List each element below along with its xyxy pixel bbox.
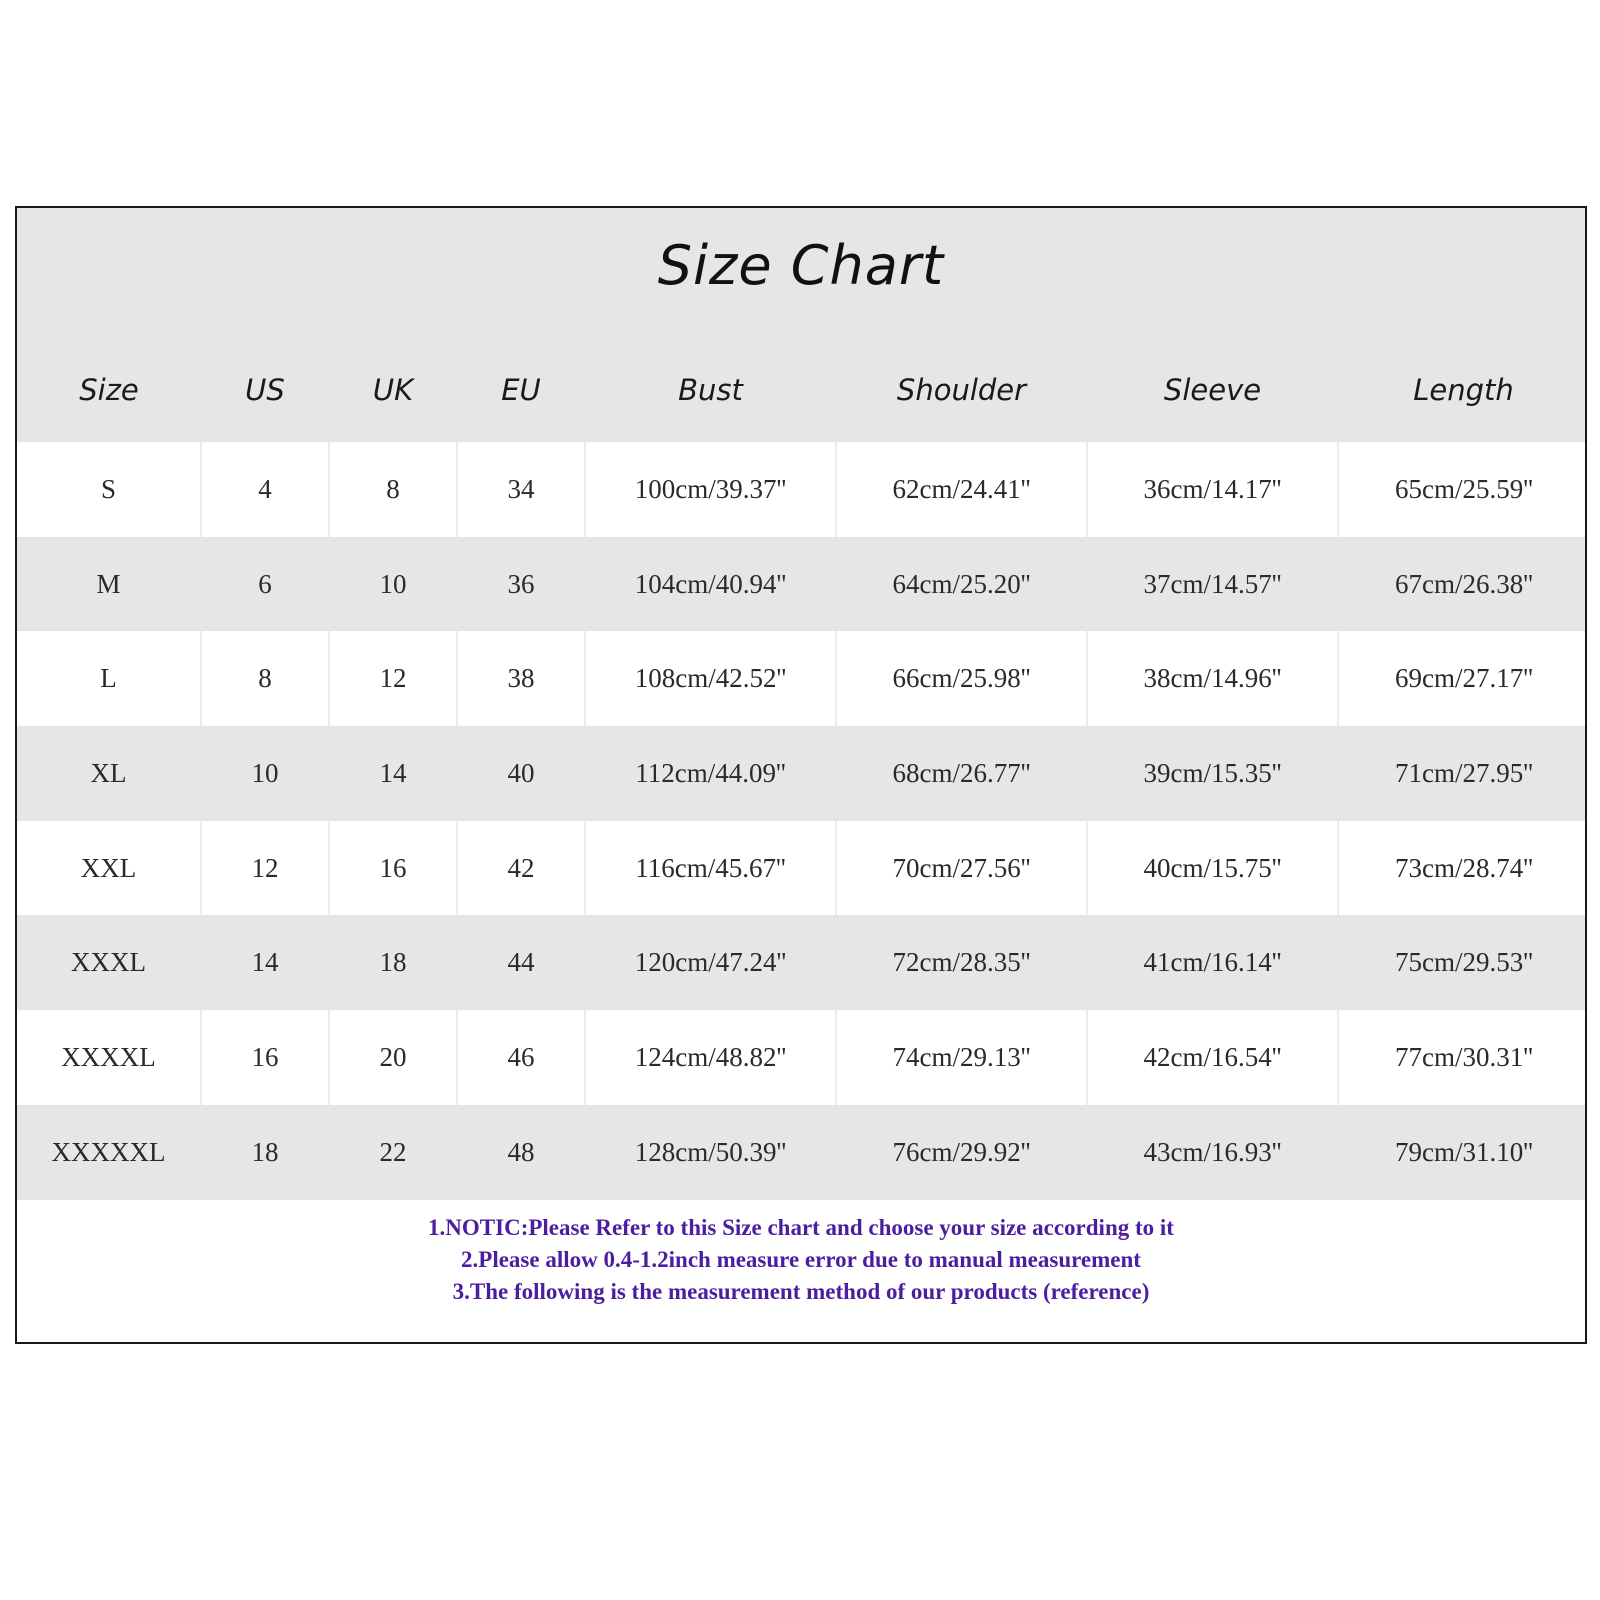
- cell-eu: 42: [457, 821, 585, 916]
- cell-sleeve: 36cm/14.17'': [1087, 442, 1338, 537]
- cell-eu: 36: [457, 537, 585, 632]
- cell-us: 6: [201, 537, 329, 632]
- size-chart-frame: [15, 206, 1587, 1344]
- column-header-shoulder: Shoulder: [896, 373, 1027, 407]
- cell-uk: 8: [329, 442, 457, 537]
- cell-size: XXXXXL: [17, 1105, 201, 1200]
- column-header-length: Length: [1413, 373, 1514, 407]
- cell-length: 75cm/29.53'': [1338, 915, 1587, 1010]
- cell-uk: 20: [329, 1010, 457, 1105]
- cell-size: S: [17, 442, 201, 537]
- cell-uk: 14: [329, 726, 457, 821]
- cell-shoulder: 70cm/27.56'': [836, 821, 1087, 916]
- cell-shoulder: 76cm/29.92'': [836, 1105, 1087, 1200]
- column-header-us: US: [245, 373, 285, 407]
- size-table: [17, 338, 1587, 1200]
- cell-length: 77cm/30.31'': [1338, 1010, 1587, 1105]
- cell-us: 12: [201, 821, 329, 916]
- cell-eu: 40: [457, 726, 585, 821]
- cell-us: 14: [201, 915, 329, 1010]
- cell-uk: 16: [329, 821, 457, 916]
- cell-eu: 34: [457, 442, 585, 537]
- table-row: [17, 1010, 1587, 1105]
- table-row: [17, 821, 1587, 916]
- column-header-eu: EU: [501, 373, 541, 407]
- header-row: [17, 338, 1587, 442]
- cell-length: 69cm/27.17'': [1338, 631, 1587, 726]
- cell-eu: 48: [457, 1105, 585, 1200]
- table-row: [17, 631, 1587, 726]
- column-header-bust: Bust: [678, 373, 743, 407]
- cell-sleeve: 42cm/16.54'': [1087, 1010, 1338, 1105]
- cell-sleeve: 39cm/15.35'': [1087, 726, 1338, 821]
- cell-bust: 120cm/47.24'': [585, 915, 836, 1010]
- cell-shoulder: 74cm/29.13'': [836, 1010, 1087, 1105]
- cell-sleeve: 38cm/14.96'': [1087, 631, 1338, 726]
- cell-size: XXXL: [17, 915, 201, 1010]
- cell-us: 8: [201, 631, 329, 726]
- cell-length: 79cm/31.10'': [1338, 1105, 1587, 1200]
- cell-bust: 112cm/44.09'': [585, 726, 836, 821]
- column-header-uk: UK: [372, 373, 414, 407]
- cell-length: 67cm/26.38'': [1338, 537, 1587, 632]
- cell-eu: 38: [457, 631, 585, 726]
- cell-shoulder: 64cm/25.20'': [836, 537, 1087, 632]
- cell-size: M: [17, 537, 201, 632]
- column-header-sleeve: Sleeve: [1163, 373, 1262, 407]
- cell-shoulder: 68cm/26.77'': [836, 726, 1087, 821]
- cell-sleeve: 40cm/15.75'': [1087, 821, 1338, 916]
- table-body: [17, 442, 1587, 1200]
- chart-title: Size Chart: [657, 234, 945, 297]
- note-line: 2.Please allow 0.4-1.2inch measure error due to manual measurement: [461, 1247, 1141, 1272]
- cell-bust: 124cm/48.82'': [585, 1010, 836, 1105]
- note-line: 1.NOTIC:Please Refer to this Size chart and choose your size according to it: [428, 1215, 1174, 1240]
- cell-bust: 116cm/45.67'': [585, 821, 836, 916]
- cell-uk: 12: [329, 631, 457, 726]
- cell-size: XXXXL: [17, 1010, 201, 1105]
- cell-sleeve: 43cm/16.93'': [1087, 1105, 1338, 1200]
- cell-uk: 10: [329, 537, 457, 632]
- table-row: [17, 537, 1587, 632]
- notes-block: [17, 1212, 1585, 1308]
- cell-size: L: [17, 631, 201, 726]
- cell-us: 16: [201, 1010, 329, 1105]
- note-line: 3.The following is the measurement method of our products (reference): [452, 1279, 1150, 1304]
- cell-bust: 108cm/42.52'': [585, 631, 836, 726]
- column-header-size: Size: [79, 373, 139, 407]
- cell-sleeve: 37cm/14.57'': [1087, 537, 1338, 632]
- cell-bust: 100cm/39.37'': [585, 442, 836, 537]
- cell-shoulder: 72cm/28.35'': [836, 915, 1087, 1010]
- cell-uk: 18: [329, 915, 457, 1010]
- cell-size: XXL: [17, 821, 201, 916]
- cell-length: 73cm/28.74'': [1338, 821, 1587, 916]
- cell-us: 10: [201, 726, 329, 821]
- table-row: [17, 1105, 1587, 1200]
- cell-us: 18: [201, 1105, 329, 1200]
- cell-bust: 104cm/40.94'': [585, 537, 836, 632]
- cell-eu: 44: [457, 915, 585, 1010]
- cell-length: 65cm/25.59'': [1338, 442, 1587, 537]
- cell-sleeve: 41cm/16.14'': [1087, 915, 1338, 1010]
- table-row: [17, 726, 1587, 821]
- cell-uk: 22: [329, 1105, 457, 1200]
- cell-length: 71cm/27.95'': [1338, 726, 1587, 821]
- table-row: [17, 915, 1587, 1010]
- cell-shoulder: 62cm/24.41'': [836, 442, 1087, 537]
- cell-bust: 128cm/50.39'': [585, 1105, 836, 1200]
- cell-us: 4: [201, 442, 329, 537]
- cell-shoulder: 66cm/25.98'': [836, 631, 1087, 726]
- cell-size: XL: [17, 726, 201, 821]
- table-row: [17, 442, 1587, 537]
- cell-eu: 46: [457, 1010, 585, 1105]
